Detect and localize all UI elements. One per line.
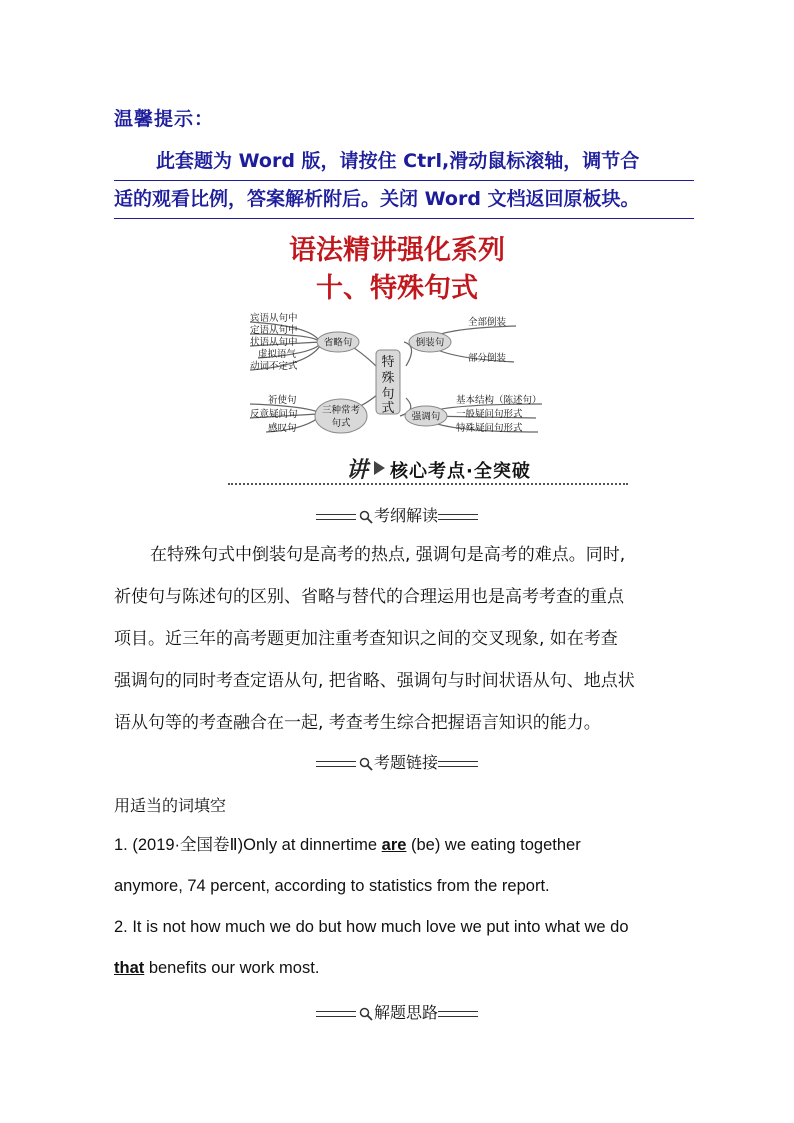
mm-center-char-3: 句 bbox=[381, 387, 395, 402]
mm-leaf: 特殊疑问句形式 bbox=[456, 423, 523, 434]
paragraph-line: 祈使句与陈述句的区别、省略与替代的合理运用也是高考考查的重点 bbox=[114, 587, 624, 607]
magnifier-icon bbox=[359, 1007, 373, 1021]
tip-line-1: 此套题为 Word 版，请按住 Ctrl,滑动鼠标滚轴，调节合 bbox=[114, 143, 694, 181]
question-1-line-2: anymore, 74 percent, according to statistics from the report. bbox=[114, 877, 550, 895]
mm-leaf: 反意疑问句 bbox=[250, 409, 298, 420]
mm-leaf: 感叹句 bbox=[268, 423, 297, 434]
chapter-title: 十、特殊句式 bbox=[316, 273, 478, 304]
mm-node-ellipsis: 省略句 bbox=[323, 337, 353, 349]
mm-leaf: 祈使句 bbox=[268, 395, 297, 406]
mm-leaf: 动词不定式 bbox=[250, 361, 298, 372]
q2-answer: that bbox=[114, 959, 145, 977]
section-heading-syllabus bbox=[0, 503, 794, 526]
paragraph-line: 在特殊句式中倒装句是高考的热点, 强调句是高考的难点。同时, bbox=[150, 545, 626, 565]
q1-suffix: (be) we eating together bbox=[406, 836, 581, 854]
banner-text: 核心考点·全突破 bbox=[390, 461, 531, 482]
question-2-line-1: 2. It is not how much we do but how much love we put into what we do bbox=[114, 918, 629, 936]
mm-leaf: 状语从句中 bbox=[250, 337, 298, 348]
series-title: 语法精讲强化系列 bbox=[289, 235, 505, 266]
mm-leaf: 部分倒装 bbox=[468, 353, 507, 364]
core-points-banner bbox=[228, 455, 628, 487]
section-title: 考纲解读 bbox=[373, 506, 438, 525]
question-1 bbox=[114, 825, 680, 907]
mm-leaf: 虚拟语气 bbox=[258, 349, 297, 360]
paragraph-line: 语从句等的考查融合在一起, 考查考生综合把握语言知识的能力。 bbox=[114, 713, 601, 733]
section-title: 解题思路 bbox=[373, 1003, 438, 1022]
heading-rule bbox=[438, 514, 478, 520]
dotted-divider bbox=[228, 483, 628, 485]
section-title: 考题链接 bbox=[373, 753, 438, 772]
play-icon bbox=[374, 461, 385, 475]
mm-leaf: 定语从句中 bbox=[250, 325, 298, 336]
mm-node-inversion: 倒装句 bbox=[415, 337, 445, 349]
paragraph-line: 强调句的同时考查定语从句, 把省略、强调句与时间状语从句、地点状 bbox=[114, 671, 635, 691]
heading-rule bbox=[316, 1011, 356, 1017]
mind-map-diagram bbox=[246, 306, 546, 442]
section-heading-links bbox=[0, 750, 794, 773]
heading-rule bbox=[316, 514, 356, 520]
heading-rule bbox=[438, 761, 478, 767]
tip-body bbox=[114, 143, 694, 219]
paragraph-line: 项目。近三年的高考题更加注重考查知识之间的交叉现象, 如在考查 bbox=[114, 629, 618, 649]
jiang-glyph: 讲 bbox=[346, 457, 369, 483]
mm-center-char-1: 特 bbox=[381, 355, 395, 370]
q1-prefix: 1. (2019·全国卷Ⅱ)Only at dinnertime bbox=[114, 836, 382, 854]
mm-node-emphasis: 强调句 bbox=[411, 411, 441, 423]
question-1-line-1 bbox=[114, 825, 680, 866]
mm-leaf: 一般疑问句形式 bbox=[456, 409, 523, 420]
q2-suffix: benefits our work most. bbox=[144, 959, 320, 977]
question-2-line-2 bbox=[114, 948, 680, 989]
tip-title: 温馨提示： bbox=[114, 108, 215, 130]
mm-leaf: 宾语从句中 bbox=[250, 313, 298, 324]
heading-rule bbox=[316, 761, 356, 767]
syllabus-paragraph bbox=[114, 534, 680, 744]
heading-rule bbox=[438, 1011, 478, 1017]
question-2 bbox=[114, 907, 680, 989]
exercise-instruction: 用适当的词填空 bbox=[114, 796, 227, 815]
section-heading-thinking bbox=[0, 1000, 794, 1023]
magnifier-icon bbox=[359, 757, 373, 771]
tip-line-2: 适的观看比例，答案解析附后。关闭 Word 文档返回原板块。 bbox=[114, 181, 694, 219]
mm-center-char-2: 殊 bbox=[381, 371, 395, 386]
mm-center-char-4: 式 bbox=[381, 401, 395, 416]
q1-answer: are bbox=[381, 836, 407, 854]
mm-node-three-line2: 句式 bbox=[331, 418, 351, 429]
mm-leaf: 全部倒装 bbox=[468, 317, 507, 328]
mm-node-three-line1: 三种常考 bbox=[321, 405, 361, 416]
mm-leaf: 基本结构（陈述句） bbox=[456, 395, 542, 406]
magnifier-icon bbox=[359, 510, 373, 524]
